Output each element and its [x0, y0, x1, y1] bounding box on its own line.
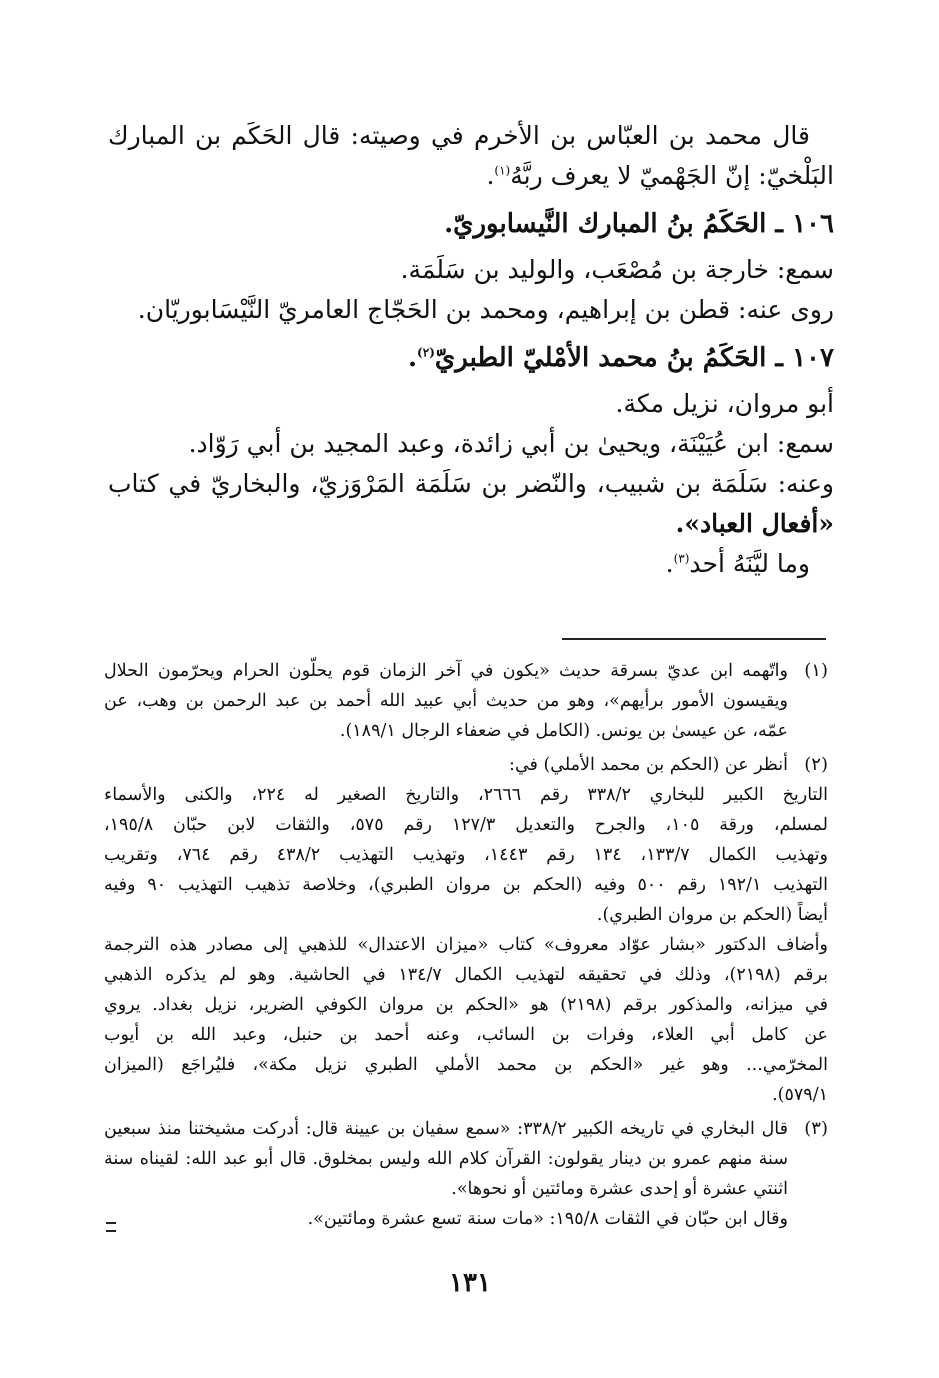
footnote-1-line: عمّه، عن عيسىٰ بن يونس. (الكامل في ضعفاء الرجال ١٨٩/١). [339, 721, 788, 741]
footnote-2-line: عن كامل أبي العلاء، وفرات بن السائب، وعنه أحمد بن حنبل، وعبد الله بن أيوب [104, 1025, 828, 1045]
entry-106-title: ١٠٦ ـ الحَكَمُ بنُ المبارك النَّيسابوريّ. [444, 209, 834, 239]
footnote-1 [104, 656, 828, 746]
footnote-3 [104, 1114, 828, 1234]
continuation-mark [106, 1222, 116, 1232]
footnote-2-line: أيضاً (الحكم بن مروان الطبري). [596, 905, 828, 925]
entry-107-narrators: وعنه: سَلَمَة بن شبيب، والنّضر بن سَلَمَة المَرْوَزيّ، والبخاريّ في كتاب [108, 469, 834, 498]
footnote-3-line: وقال ابن حبّان في الثقات ١٩٥/٨: «مات سنة تسع عشرة ومائتين». [307, 1209, 788, 1229]
footnote-2 [104, 750, 828, 1110]
entry-107-heard: سمع: ابن عُيَيْنَة، ويحيىٰ بن أبي زائدة، وعبد المجيد بن أبي رَوّاد. [188, 429, 834, 458]
footnote-ref-1[interactable]: (١) [494, 163, 511, 178]
footnote-2-line: في ميزانه، والمذكور برقم (٢١٩٨) هو «الحكم بن مروان الكوفي الضرير، نزيل بغداد. يروي [104, 995, 828, 1015]
footnote-separator [562, 638, 826, 640]
entry-107-title-end: . [407, 343, 418, 373]
footnote-2-line: برقم (٢١٩٨)، وذلك في تحقيقه لتهذيب الكمال ١٣٤/٧ في الحاشية. وهو لم يذكره الذهبي [104, 965, 828, 985]
para1-line2 [108, 156, 834, 196]
footnote-2-line: التهذيب ١٩٢/١ رقم ٥٠٠ وفيه (الحكم بن مروان الطبري)، وخلاصة تذهيب التهذيب ٩٠ وفيه [104, 875, 828, 895]
entry-106-heard: سمع: خارجة بن مُصْعَب، والوليد بن سَلَمَة. [400, 255, 834, 284]
footnote-2-line: لمسلم، ورقة ١٠٥، والجرح والتعديل ١٢٧/٣ رقم ٥٧٥، والثقات لابن حبّان ١٩٥/٨، [104, 815, 828, 835]
page-number: ١٣١ [449, 1268, 491, 1298]
footnote-3-number: (٣) [804, 1118, 828, 1139]
entry-107-title-text: ١٠٧ ـ الحَكَمُ بنُ محمد الأمْليّ الطبريّ [434, 343, 834, 373]
entry-107-last [108, 544, 834, 584]
footnote-2-line: وأضاف الدكتور «بشار عوّاد معروف» كتاب «ميزان الاعتدال» للذهبي إلى مصادر هذه الترجمة [104, 935, 828, 955]
footnote-1-number: (١) [804, 660, 828, 681]
footnote-2-number: (٢) [804, 754, 828, 775]
footnote-ref-3[interactable]: (٣) [673, 551, 690, 566]
footnote-3-line: سنة منهم عمرو بن دينار يقولون: القرآن كلام الله وليس بمخلوق. قال أبو عبد الله: لقيناه سنة [104, 1149, 788, 1169]
main-text [108, 116, 834, 584]
entry-107-title [108, 336, 834, 380]
footnote-1-line: واتّهمه ابن عديّ بسرقة حديث «يكون في آخر الزمان قوم يحلّون الحرام ويحرّمون الحلال [104, 661, 788, 681]
para1-line1: قال محمد بن العبّاس بن الأخرم في وصيته: قال الحَكَم بن المبارك [108, 121, 810, 150]
para1-end: . [486, 161, 495, 190]
entry-107-last-text: وما ليَّنَهُ أحد [689, 549, 810, 578]
entry-107-kunya: أبو مروان، نزيل مكة. [615, 389, 834, 418]
footnote-2-line: وتهذيب الكمال ١٣٣/٧، ١٣٤ رقم ١٤٤٣، وتهذيب التهذيب ٤٣٨/٢ رقم ٧٦٤، وتقريب [104, 845, 828, 865]
footnote-2-line: المخرّمي... وهو غير «الحكم بن محمد الأملي الطبري نزيل مكة»، فليُراجَع (الميزان [104, 1055, 828, 1075]
footnote-2-line: التاريخ الكبير للبخاري ٣٣٨/٢ رقم ٢٦٦٦، والتاريخ الصغير له ٢٢٤، والكنى والأسماء [104, 785, 828, 805]
para1-line2-text: البَلْخيّ: إنّ الجَهْميّ لا يعرف ربَّهُ [510, 161, 834, 190]
footnote-3-line: اثنتي عشرة أو إحدى عشرة ومائتين أو نحوها». [451, 1179, 788, 1199]
footnote-3-line: قال البخاري في تاريخه الكبير ٣٣٨/٢: «سمع سفيان بن عيينة قال: أدركت مشيختنا منذ سبعين [104, 1119, 788, 1139]
footnote-2-line: ٥٧٩/١). [772, 1085, 828, 1105]
entry-107-book: «أفعال العباد». [675, 509, 834, 538]
footnotes [104, 656, 828, 1238]
entry-106-narrators: روى عنه: قطن بن إبراهيم، ومحمد بن الحَجّاج العامريّ النَّيْسَابوريّان. [137, 295, 834, 324]
footnote-ref-2[interactable]: (٢) [417, 345, 435, 360]
footnote-1-line: ويقيسون الأمور برأيهم»، وهو من حديث أبي عبيد الله أحمد بن عبد الرحمن بن وهب، عن [104, 691, 788, 711]
entry-107-last-end: . [665, 549, 674, 578]
footnote-2-line: أنظر عن (الحكم بن محمد الأملي) في: [509, 755, 788, 775]
